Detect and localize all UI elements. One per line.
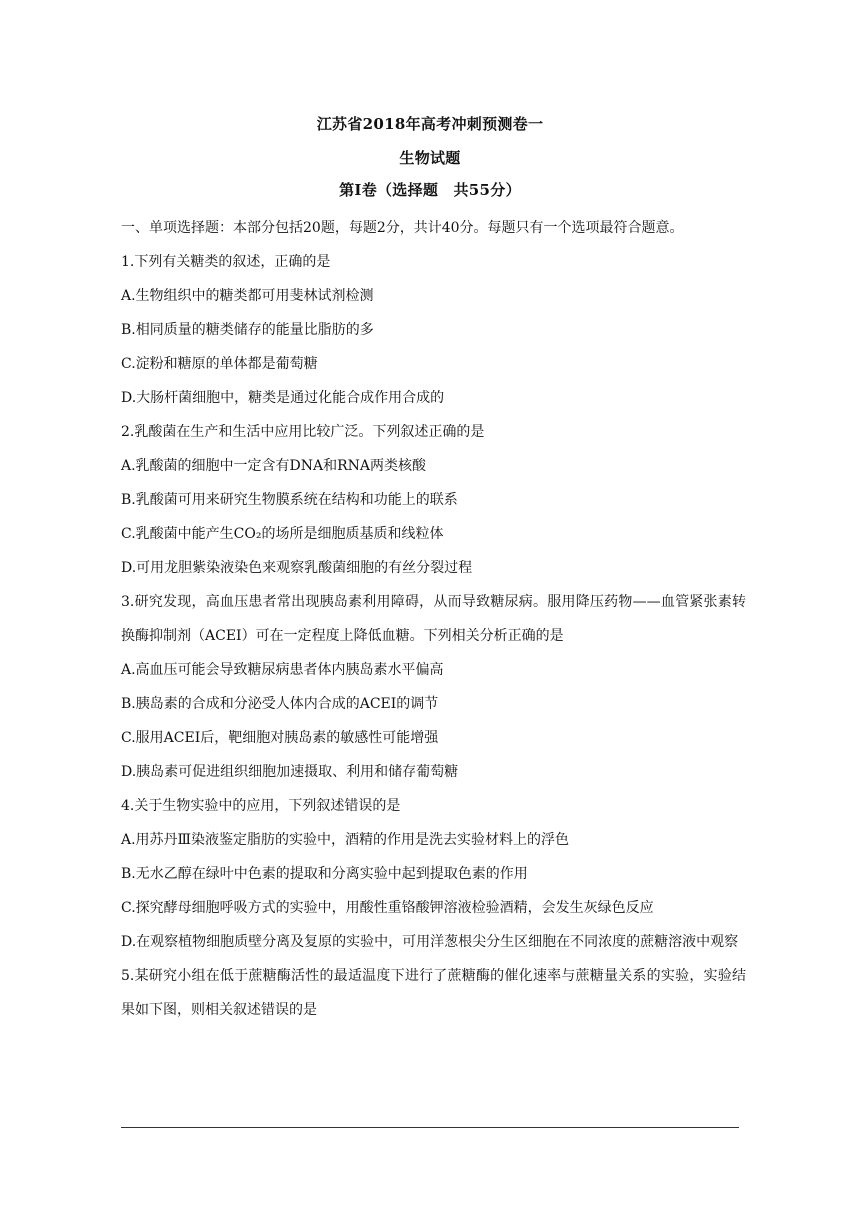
option-c: C.探究酵母细胞呼吸方式的实验中，用酸性重铬酸钾溶液检验酒精，会发生灰绿色反应 xyxy=(121,900,654,916)
exam-title: 江苏省2018年高考冲刺预测卷一 xyxy=(316,115,544,133)
option-b: B.相同质量的糖类储存的能量比脂肪的多 xyxy=(121,322,374,338)
option-b: B.胰岛素的合成和分泌受人体内合成的ACEI的调节 xyxy=(121,696,439,712)
option-c: C.服用ACEI后，靶细胞对胰岛素的敏感性可能增强 xyxy=(121,730,439,746)
question-5 xyxy=(121,959,746,1027)
subject-title: 生物试题 xyxy=(399,149,461,167)
question-4 xyxy=(121,789,746,959)
option-d: D.大肠杆菌细胞中，糖类是通过化能合成作用合成的 xyxy=(121,390,445,406)
section-instruction: 一、单项选择题：本部分包括20题，每题2分，共计40分。每题只有一个选项最符合题意。 xyxy=(121,220,684,236)
question-stem: 2.乳酸菌在生产和生活中应用比较广泛。下列叙述正确的是 xyxy=(121,424,485,440)
option-b: B.乳酸菌可用来研究生物膜系统在结构和功能上的联系 xyxy=(121,492,458,508)
question-stem: 1.下列有关糖类的叙述，正确的是 xyxy=(121,254,331,270)
option-a: A.乳酸菌的细胞中一定含有DNA和RNA两类核酸 xyxy=(121,458,427,474)
question-stem: 4.关于生物实验中的应用，下列叙述错误的是 xyxy=(121,798,401,814)
question-stem: 3.研究发现，高血压患者常出现胰岛素利用障碍，从而导致糖尿病。服用降压药物——血管紧张素转换酶抑制剂（ACEI）可在一定程度上降低血糖。下列相关分析正确的是 xyxy=(121,594,746,644)
question-1 xyxy=(121,245,746,415)
option-b: B.无水乙醇在绿叶中色素的提取和分离实验中起到提取色素的作用 xyxy=(121,866,528,882)
part-title: 第Ⅰ卷（选择题 共55分） xyxy=(339,181,521,199)
option-a: A.高血压可能会导致糖尿病患者体内胰岛素水平偏高 xyxy=(121,662,444,678)
option-d: D.胰岛素可促进组织细胞加速摄取、利用和储存葡萄糖 xyxy=(121,764,459,780)
footer-divider xyxy=(121,1127,739,1128)
option-d: D.在观察植物细胞质壁分离及复原的实验中，可用洋葱根尖分生区细胞在不同浓度的蔗糖溶液中观察 xyxy=(121,934,739,950)
question-stem: 5.某研究小组在低于蔗糖酶活性的最适温度下进行了蔗糖酶的催化速率与蔗糖量关系的实验，实验结果如下图，则相关叙述错误的是 xyxy=(121,968,746,1018)
question-2 xyxy=(121,415,746,585)
option-d: D.可用龙胆紫染液染色来观察乳酸菌细胞的有丝分裂过程 xyxy=(121,560,473,576)
option-a: A.生物组织中的糖类都可用斐林试剂检测 xyxy=(121,288,374,304)
exam-body xyxy=(121,211,746,1027)
option-c: C.乳酸菌中能产生CO₂的场所是细胞质基质和线粒体 xyxy=(121,526,444,542)
option-c: C.淀粉和糖原的单体都是葡萄糖 xyxy=(121,356,318,372)
option-a: A.用苏丹Ⅲ染液鉴定脂肪的实验中，酒精的作用是洗去实验材料上的浮色 xyxy=(121,832,570,848)
question-3 xyxy=(121,585,746,789)
